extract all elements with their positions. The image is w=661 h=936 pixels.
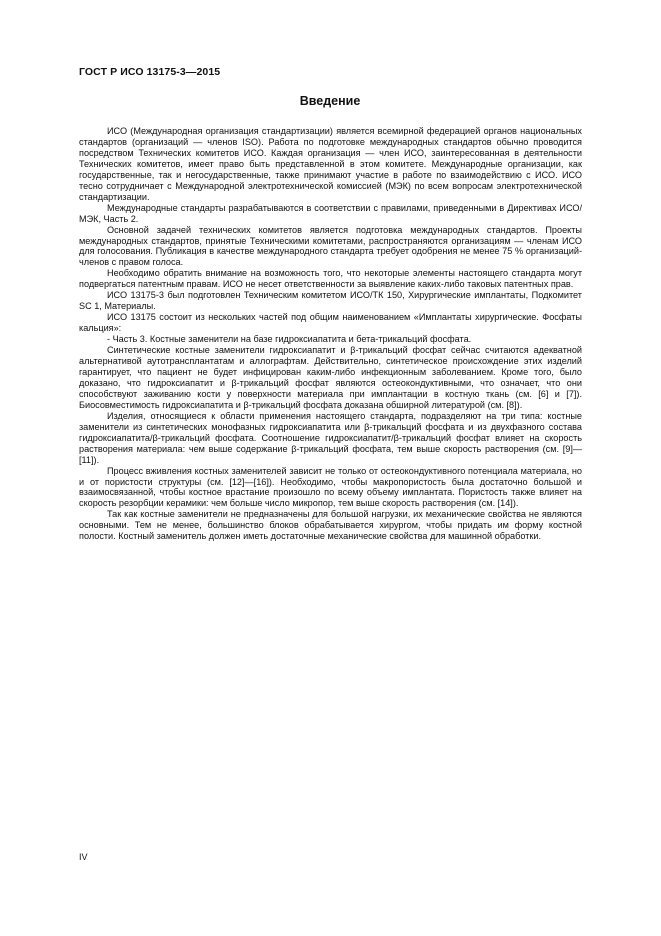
paragraph: Изделия, относящиеся к области применения настоящего стандарта, подразделяют на три типа: костные заменители из синтетических монофазных гидроксиапатита или β-трикальций фосфата и из двухфазного состава гидроксиапатита/β-трикальций фосфата. Соотношение гидроксиапатит/β-трикальций фосфат влияет на скорость растворения материала: чем выше содержание β-трикальций фосфата, тем выше скорость растворения (см. [9]—[11]). — [79, 410, 582, 465]
paragraph: Необходимо обратить внимание на возможность того, что некоторые элементы настоящего стандарта могут подвергаться патентным правам. ИСО не несет ответственности за выявление каких-либо таковых патентных прав. — [79, 268, 582, 290]
paragraph: Процесс вживления костных заменителей зависит не только от остеокондуктивного потенциала материала, но и от пористости структуры (см. [12]—[16]). Необходимо, чтобы макропористость была достаточно большой и взаимосвязанной, чтобы костное врастание произошло по всему объему имплантата. Пористость также влияет на скорость резорбции керамики: чем больше число микропор, тем выше скорость растворения (см. [14]). — [79, 465, 582, 509]
page-number: IV — [79, 852, 88, 862]
paragraph: ИСО 13175 состоит из нескольких частей под общим наименованием «Имплантаты хирургические. Фосфаты кальция»: — [79, 312, 582, 334]
document-header: ГОСТ Р ИСО 13175-3—2015 — [79, 66, 221, 78]
paragraph: ИСО 13175-3 был подготовлен Техническим комитетом ИСО/ТК 150, Хирургические имплантаты, Подкомитет SC 1, Материалы. — [79, 290, 582, 312]
paragraph: - Часть 3. Костные заменители на базе гидроксиапатита и бета-трикальций фосфата. — [107, 334, 472, 345]
paragraph: ИСО (Международная организация стандартизации) является всемирной федерацией органов национальных стандартов (организаций — членов ISO). Работа по подготовке международных стандартов обычно проводится посредством Технических комитетов ИСО. Каждая организация — член ИСО, заинтересованная в деятельности Технических комитетов, имеет право быть представленной в этом комитете. Международные организации, как государственные, так и негосударственные, также принимают участие в работе по взаимодействию с ИСО. ИСО тесно сотрудничает с Международной электротехнической комиссией (МЭК) по всем вопросам электротехнической стандартизации. — [79, 126, 582, 202]
paragraph: Международные стандарты разрабатываются в соответствии с правилами, приведенными в Директивах ИСО/МЭК, Часть 2. — [79, 202, 582, 224]
paragraph: Так как костные заменители не предназначены для большой нагрузки, их механические свойства не являются основными. Тем не менее, большинство блоков обрабатывается хирургом, чтобы придать им форму костной полости. Костный заменитель должен иметь достаточные механические свойства для машинной обработки. — [79, 509, 582, 542]
section-title: Введение — [299, 94, 361, 108]
paragraph: Синтетические костные заменители гидроксиапатит и β-трикальций фосфат сейчас считаются адекватной альтернативой аутотрансплантатам и аллографтам. Действительно, синтетическое происхождение этих изделий гарантирует, что пациент не будет инфицирован каким-либо инфекционным заболеванием. Кроме того, было доказано, что гидроксиапатит и β-трикальций фосфат являются остеокондуктивными, что означает, что они способствуют заживанию кости у поверхности материала при имплантации в костную ткань (см. [6] и [7]). Биосовместимость гидроксиапатита и β-трикальций фосфата доказана обширной литературой (см. [8]). — [79, 345, 582, 410]
paragraph: Основной задачей технических комитетов является подготовка международных стандартов. Проекты международных стандартов, принятые Техническими комитетами, распространяются организациям — членам ИСО для голосования. Публикация в качестве международного стандарта требует одобрения не менее 75 % организаций-членов с правом голоса. — [79, 224, 582, 268]
body-text — [79, 126, 582, 542]
